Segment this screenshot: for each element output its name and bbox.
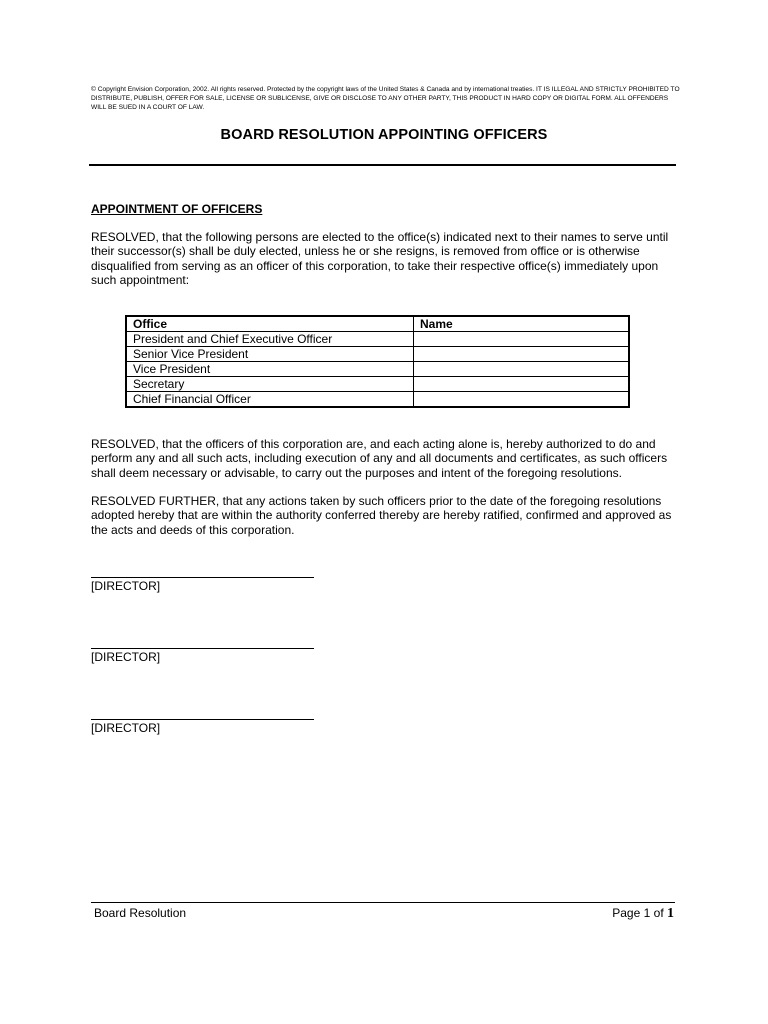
director-label-2: [DIRECTOR] bbox=[91, 650, 161, 664]
office-cell: President and Chief Executive Officer bbox=[126, 332, 414, 347]
officers-table bbox=[125, 315, 630, 408]
office-column-header: Office bbox=[126, 316, 414, 332]
office-cell: Senior Vice President bbox=[126, 347, 414, 362]
document-title: BOARD RESOLUTION APPOINTING OFFICERS bbox=[220, 127, 548, 143]
name-column-header: Name bbox=[414, 316, 630, 332]
director-label-1: [DIRECTOR] bbox=[91, 579, 161, 593]
page-total: 1 bbox=[667, 906, 674, 921]
page-number: 1 bbox=[643, 906, 651, 920]
office-cell: Chief Financial Officer bbox=[126, 392, 414, 408]
footer-page-indicator bbox=[612, 906, 674, 922]
table-row bbox=[126, 332, 629, 347]
signature-line-2[interactable] bbox=[91, 648, 314, 649]
name-cell[interactable] bbox=[414, 362, 630, 377]
signature-line-3[interactable] bbox=[91, 719, 314, 720]
table-row bbox=[126, 377, 629, 392]
table-row bbox=[126, 347, 629, 362]
office-cell: Secretary bbox=[126, 377, 414, 392]
footer-document-name: Board Resolution bbox=[94, 906, 187, 920]
resolution-paragraph-2: RESOLVED, that the officers of this corporation are, and each acting alone is, hereby authorized to do and perform any and all such acts, including execution of any and all documents and certificates, as such officers shall deem necessary or advisable, to carry out the purposes and intent of the foregoing resolutions. bbox=[91, 437, 668, 480]
title-divider bbox=[89, 164, 676, 166]
name-cell[interactable] bbox=[414, 347, 630, 362]
director-label-3: [DIRECTOR] bbox=[91, 721, 161, 735]
name-cell[interactable] bbox=[414, 377, 630, 392]
table-row bbox=[126, 362, 629, 377]
of-label: of bbox=[653, 906, 664, 920]
section-heading: APPOINTMENT OF OFFICERS bbox=[91, 202, 263, 216]
footer-divider bbox=[91, 902, 675, 903]
table-row bbox=[126, 392, 629, 408]
signature-line-1[interactable] bbox=[91, 577, 314, 578]
table-header-row bbox=[126, 316, 629, 332]
resolution-paragraph-3: RESOLVED FURTHER, that any actions taken by such officers prior to the date of the foregoing resolutions adopted hereby that are within the authority conferred thereby are hereby ratified, confirmed and approved as the acts and deeds of this corporation. bbox=[91, 494, 672, 537]
office-cell: Vice President bbox=[126, 362, 414, 377]
copyright-notice: © Copyright Envision Corporation, 2002. All rights reserved. Protected by the copyright laws of the United States & Canada and by international treaties. IT IS ILLEGAL AND STRICTLY PROHIBITED TO DISTRIBUTE, PUBLISH, OFFER FOR SALE, LICENSE OR SUBLICENSE, GIVE OR DISCLOSE TO ANY OTHER PARTY, THIS PRODUCT IN HARD COPY OR DIGITAL FORM. ALL OFFENDERS WILL BE SUED IN A COURT OF LAW. bbox=[91, 86, 680, 111]
name-cell[interactable] bbox=[414, 392, 630, 408]
resolution-paragraph-1: RESOLVED, that the following persons are elected to the office(s) indicated next to their names to serve until their successor(s) shall be duly elected, unless he or she resigns, is removed from office or is otherwise disqualified from serving as an officer of this corporation, to take their respective office(s) immediately upon such appointment: bbox=[91, 230, 669, 287]
page-label: Page bbox=[612, 906, 641, 920]
name-cell[interactable] bbox=[414, 332, 630, 347]
